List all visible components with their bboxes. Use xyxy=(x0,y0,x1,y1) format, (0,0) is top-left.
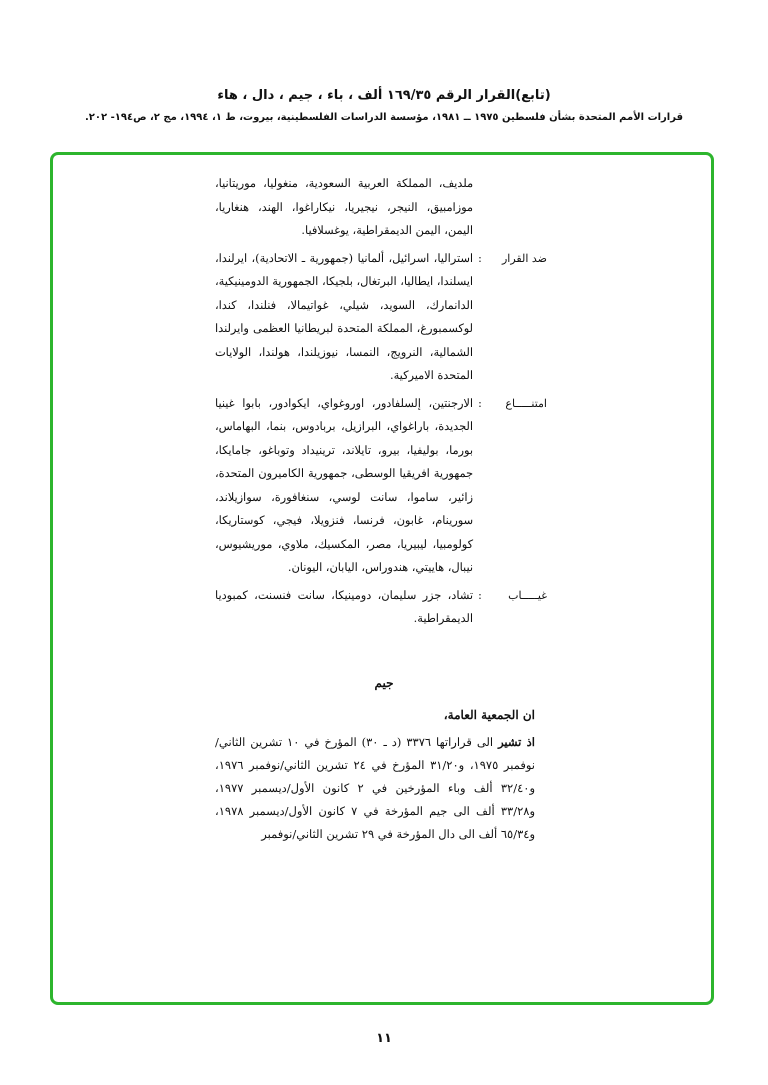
vote-abstain-colon: : xyxy=(478,396,482,410)
vote-abstain-countries: الارجنتين، إلسلفادور، اوروغواي، ايكوادور، بابوا غينيا الجديدة، باراغواي، البرازيل، بربادوس، بنما، البهاماس، بورما، بوليفيا، بيرو، تايلاند، ترينيداد وتوباغو، جامايكا، جمهورية افريقيا الوسطى، جمهورية الكاميرون المتحدة، زائير، ساموا، سانت لوسي، سنغافورة، سوازيلاند، سورينام، غابون، فرنسا، فنزويلا، فيجي، كوستاريكا، كولومبيا، ليبيريا، مصر، المكسيك، ملاوي، موريشيوس، نيبال، هاييتي، هندوراس، اليابان، اليونان. xyxy=(215,396,473,574)
page-number: ١١ xyxy=(376,1031,392,1046)
vote-row-against xyxy=(215,247,547,388)
paragraph-lead: اذ تشير xyxy=(498,735,535,749)
paragraph-text: الى قراراتها ٣٣٧٦ (د ـ ٣٠) المؤرخ في ١٠ تشرين الثاني/نوفمبر ١٩٧٥، و٣١/٢٠ المؤرخ في ٢٤ تشرين الثاني/نوفمبر ١٩٧٦، و٣٢/٤٠ ألف وباء المؤرخين في ٢ كانون الأول/ديسمبر ١٩٧٧، و٣٣/٢٨ ألف الى جيم المؤرخة في ٧ كانون الأول/ديسمبر ١٩٧٨، و٦٥/٣٤ ألف الى دال المؤرخة في ٢٩ تشرين الثاني/نوفمبر xyxy=(215,735,535,841)
vote-row-abstain xyxy=(215,392,547,580)
vote-against-colon: : xyxy=(478,251,482,265)
vote-against-countries: استراليا، اسرائيل، ألمانيا (جمهورية ـ الاتحادية)، ايرلندا، ايسلندا، ايطاليا، البرتغال، بلجيكا، الجمهورية الدومينيكية، الدانمارك، السويد، شيلي، غواتيمالا، فنلندا، كندا، لوكسمبورغ، المملكة المتحدة لبريطانيا العظمى وايرلندا الشمالية، النرويج، النمسا، نيوزيلندا، هولندا، الولايات المتحدة الاميركية. xyxy=(215,251,473,382)
resolution-paragraph xyxy=(215,731,535,846)
vote-row-absent xyxy=(215,584,547,631)
vote-absent-colon: : xyxy=(478,588,482,602)
assembly-line: ان الجمعية العامة، xyxy=(443,708,535,722)
document-source: قرارات الأمم المتحدة بشأن فلسطين ١٩٧٥ ــ ١٩٨١، مؤسسة الدراسات الفلسطينية، بيروت، ط ١، ١٩٩٤، مج ٢، ص١٩٤- ٢٠٢. xyxy=(84,112,683,123)
vote-against-label: ضد القرار xyxy=(501,251,547,265)
vote-absent-label: غيـــــاب xyxy=(508,588,547,602)
section-heading: جيم xyxy=(374,676,394,690)
document-title: (تابع)القرار الرقم ١٦٩/٣٥ ألف ، باء ، جيم ، دال ، هاء xyxy=(217,88,551,103)
vote-absent-countries: تشاد، جزر سليمان، دومينيكا، سانت فنسنت، كمبوديا الديمقراطية. xyxy=(215,588,473,625)
vote-row-for-continued xyxy=(215,172,547,243)
vote-abstain-label: امتنـــــاع xyxy=(505,396,547,410)
vote-list xyxy=(215,172,547,635)
vote-for-countries: ملديف، المملكة العربية السعودية، منغوليا، موريتانيا، موزامبيق، النيجر، نيجيريا، نيكاراغوا، الهند، هنغاريا، اليمن، اليمن الديمقراطية، يوغسلافيا. xyxy=(215,177,473,237)
